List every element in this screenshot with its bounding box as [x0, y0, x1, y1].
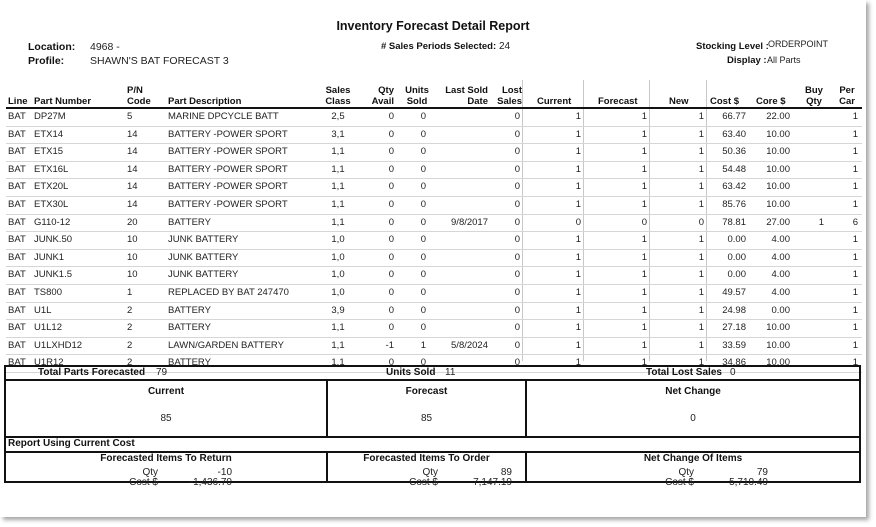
- cell-core: 4.00: [771, 251, 790, 263]
- cell-pn-code: 10: [127, 234, 138, 246]
- table-row: [6, 338, 862, 356]
- cell-per-car: 6: [852, 216, 858, 228]
- cell-forecast: 1: [641, 111, 647, 122]
- cell-lost-sales: 0: [514, 322, 520, 334]
- cell-sales-class: 1,0: [331, 269, 345, 281]
- cell-per-car: 1: [852, 198, 858, 210]
- cell-qty-avail: 0: [388, 357, 394, 369]
- cell-core: 4.00: [771, 286, 790, 298]
- cell-current: 1: [575, 146, 581, 158]
- cell-pn-code: 5: [127, 111, 133, 122]
- cell-core: 10.00: [766, 163, 790, 175]
- cell-sales-class: 1,1: [331, 322, 345, 334]
- cell-cost: 78.81: [722, 216, 746, 228]
- cell-part-description: BATTERY: [168, 322, 211, 334]
- cell-line: BAT: [8, 304, 26, 316]
- cell-new: 1: [698, 339, 704, 351]
- cell-qty-avail: 0: [388, 181, 394, 193]
- cell-part-description: BATTERY -POWER SPORT: [168, 181, 288, 193]
- cell-current: 1: [575, 304, 581, 316]
- cell-forecast: 1: [641, 322, 647, 334]
- cell-line: BAT: [8, 163, 26, 175]
- cell-part-number: U1R12: [34, 357, 64, 369]
- col-units-sold-2: Sold: [406, 96, 428, 107]
- cell-last-sold: 5/8/2024: [451, 339, 488, 351]
- cell-new: 1: [698, 304, 704, 316]
- forecast-label: Forecast: [405, 386, 448, 397]
- cell-new: 0: [698, 216, 704, 228]
- cell-part-description: BATTERY: [168, 357, 211, 369]
- cell-line: BAT: [8, 181, 26, 193]
- cell-units-sold: 0: [420, 357, 426, 369]
- cell-units-sold: 0: [420, 128, 426, 140]
- table-row: [6, 127, 862, 145]
- col-cost: Cost $: [710, 96, 740, 107]
- cell-forecast: 1: [641, 198, 647, 210]
- net-items-label: Net Change Of Items: [643, 453, 743, 464]
- cell-cost: 54.48: [722, 163, 746, 175]
- cell-lost-sales: 0: [514, 111, 520, 122]
- cell-part-number: ETX14: [34, 128, 64, 140]
- cell-core: 4.00: [771, 269, 790, 281]
- cell-new: 1: [698, 163, 704, 175]
- cell-current: 1: [575, 322, 581, 334]
- col-units-sold-1: Units: [405, 85, 429, 96]
- cell-part-number: JUNK.50: [34, 234, 73, 246]
- cell-lost-sales: 0: [514, 251, 520, 263]
- col-qty-avail-2: Avail: [371, 96, 394, 107]
- cell-cost: 33.59: [722, 339, 746, 351]
- cell-units-sold: 0: [420, 269, 426, 281]
- cell-per-car: 1: [852, 269, 858, 281]
- cell-part-description: JUNK BATTERY: [168, 269, 239, 281]
- units-sold-label: Units Sold: [386, 367, 436, 378]
- col-part-number: Part Number: [34, 96, 92, 107]
- cell-new: 1: [698, 111, 704, 122]
- cell-part-number: ETX20L: [34, 181, 69, 193]
- cell-core: 10.00: [766, 181, 790, 193]
- cell-part-description: JUNK BATTERY: [168, 234, 239, 246]
- cell-new: 1: [698, 357, 704, 369]
- total-parts-value: 79: [156, 367, 168, 378]
- cell-new: 1: [698, 286, 704, 298]
- cell-core: 10.00: [766, 339, 790, 351]
- cell-sales-class: 1,1: [331, 198, 345, 210]
- cell-part-number: JUNK1.5: [34, 269, 73, 281]
- col-last-sold-1: Last Sold: [445, 85, 488, 96]
- cell-part-number: G110-12: [34, 216, 71, 228]
- order-cost-value: 7,147.19: [473, 477, 512, 488]
- sales-periods-label: # Sales Periods Selected:: [381, 41, 497, 52]
- order-label: Forecasted Items To Order: [363, 453, 490, 464]
- cell-cost: 50.36: [722, 146, 746, 158]
- cell-per-car: 1: [852, 111, 858, 122]
- cell-units-sold: 0: [420, 198, 426, 210]
- cell-part-number: U1LXHD12: [34, 339, 83, 351]
- col-last-sold-2: Date: [467, 96, 488, 107]
- cell-qty-avail: 0: [388, 128, 394, 140]
- cell-part-description: REPLACED BY BAT 247470: [168, 286, 289, 298]
- cell-forecast: 1: [641, 304, 647, 316]
- cell-sales-class: 3,9: [331, 304, 345, 316]
- cell-cost: 63.40: [722, 128, 746, 140]
- cell-new: 1: [698, 198, 704, 210]
- cell-pn-code: 14: [127, 181, 138, 193]
- cell-part-number: JUNK1: [34, 251, 65, 263]
- cell-qty-avail: 0: [388, 216, 394, 228]
- cell-sales-class: 1,0: [331, 234, 345, 246]
- cell-part-number: DP27M: [34, 111, 66, 122]
- cell-sales-class: 1,1: [331, 146, 345, 158]
- cell-cost: 0.00: [727, 234, 746, 246]
- cell-lost-sales: 0: [514, 339, 520, 351]
- cell-cost: 49.57: [722, 286, 746, 298]
- cell-per-car: 1: [852, 146, 858, 158]
- cell-pn-code: 10: [127, 269, 138, 281]
- net-items-qty-value: 79: [756, 467, 768, 478]
- cell-lost-sales: 0: [514, 234, 520, 246]
- table-row: [6, 232, 862, 250]
- cell-cost: 85.76: [722, 198, 746, 210]
- cell-lost-sales: 0: [514, 304, 520, 316]
- cell-line: BAT: [8, 286, 26, 298]
- return-qty-label: Qty: [142, 467, 158, 478]
- cell-qty-avail: 0: [388, 322, 394, 334]
- cell-per-car: 1: [852, 128, 858, 140]
- cell-units-sold: 0: [420, 304, 426, 316]
- current-label: Current: [147, 386, 185, 397]
- cell-current: 1: [575, 251, 581, 263]
- cell-forecast: 1: [641, 339, 647, 351]
- net-change-value: 0: [690, 413, 696, 424]
- cell-part-description: BATTERY -POWER SPORT: [168, 128, 288, 140]
- cell-pn-code: 2: [127, 339, 133, 351]
- cell-core: 10.00: [766, 322, 790, 334]
- cell-lost-sales: 0: [514, 163, 520, 175]
- return-cost-value: -1,436.70: [189, 477, 232, 488]
- cell-pn-code: 14: [127, 198, 138, 210]
- cell-part-number: ETX16L: [34, 163, 69, 175]
- cell-cost: 63.42: [722, 181, 746, 193]
- cell-forecast: 1: [641, 146, 647, 158]
- cell-pn-code: 1: [127, 286, 133, 298]
- cell-core: 10.00: [766, 357, 790, 369]
- cell-line: BAT: [8, 216, 26, 228]
- units-sold-value: 11: [445, 367, 456, 378]
- cell-forecast: 1: [641, 357, 647, 369]
- cell-lost-sales: 0: [514, 181, 520, 193]
- profile-value: SHAWN'S BAT FORECAST 3: [90, 55, 229, 67]
- net-items-qty-label: Qty: [678, 467, 694, 478]
- sales-periods-value: 24: [499, 41, 511, 52]
- cell-new: 1: [698, 269, 704, 281]
- cell-part-number: TS800: [34, 286, 62, 298]
- cell-lost-sales: 0: [514, 357, 520, 369]
- col-per-car-1: Per: [839, 85, 855, 96]
- cell-new: 1: [698, 251, 704, 263]
- cell-units-sold: 0: [420, 234, 426, 246]
- cell-per-car: 1: [852, 234, 858, 246]
- order-qty-value: 89: [500, 467, 512, 478]
- cell-buy-qty: 1: [818, 216, 824, 228]
- table-row: [6, 250, 862, 268]
- cell-units-sold: 0: [420, 322, 426, 334]
- table-row: [6, 320, 862, 338]
- cell-per-car: 1: [852, 163, 858, 175]
- cell-pn-code: 2: [127, 304, 133, 316]
- summary-divider: [6, 379, 859, 381]
- cell-forecast: 1: [641, 251, 647, 263]
- cell-sales-class: 1,1: [331, 216, 345, 228]
- cell-per-car: 1: [852, 251, 858, 263]
- cell-cost: 66.77: [722, 111, 746, 122]
- cell-part-description: BATTERY -POWER SPORT: [168, 163, 288, 175]
- cell-current: 1: [575, 111, 581, 122]
- cell-part-number: U1L12: [34, 322, 62, 334]
- cell-part-description: BATTERY -POWER SPORT: [168, 146, 288, 158]
- cell-current: 1: [575, 181, 581, 193]
- current-value: 85: [160, 413, 172, 424]
- cell-current: 1: [575, 269, 581, 281]
- table-row: [6, 197, 862, 215]
- cell-sales-class: 1,0: [331, 251, 345, 263]
- cell-units-sold: 0: [420, 286, 426, 298]
- cell-current: 1: [575, 198, 581, 210]
- cell-core: 4.00: [771, 234, 790, 246]
- cell-lost-sales: 0: [514, 216, 520, 228]
- cell-forecast: 1: [641, 234, 647, 246]
- cell-current: 1: [575, 163, 581, 175]
- cell-line: BAT: [8, 234, 26, 246]
- cell-pn-code: 2: [127, 322, 133, 334]
- cell-current: 1: [575, 234, 581, 246]
- cell-forecast: 1: [641, 128, 647, 140]
- cell-new: 1: [698, 234, 704, 246]
- cell-lost-sales: 0: [514, 198, 520, 210]
- cell-sales-class: 1,1: [331, 357, 345, 369]
- net-change-label: Net Change: [665, 386, 721, 397]
- cell-units-sold: 1: [420, 339, 426, 351]
- cell-pn-code: 10: [127, 251, 138, 263]
- cell-units-sold: 0: [420, 181, 426, 193]
- cell-line: BAT: [8, 322, 26, 334]
- cell-lost-sales: 0: [514, 128, 520, 140]
- order-qty-label: Qty: [422, 467, 438, 478]
- table-row: [6, 267, 862, 285]
- cell-line: BAT: [8, 198, 26, 210]
- cell-qty-avail: 0: [388, 251, 394, 263]
- cell-part-description: BATTERY: [168, 216, 211, 228]
- table-row: [6, 144, 862, 162]
- order-cost-label: Cost $: [409, 477, 438, 488]
- cell-core: 10.00: [766, 128, 790, 140]
- cell-pn-code: 20: [127, 216, 138, 228]
- cell-sales-class: 3,1: [331, 128, 345, 140]
- total-lost-value: 0: [730, 367, 736, 378]
- cell-core: 0.00: [771, 304, 790, 316]
- location-label: Location:: [28, 41, 76, 53]
- cell-line: BAT: [8, 357, 26, 369]
- col-buy-qty-2: Qty: [806, 96, 822, 107]
- cell-forecast: 1: [641, 269, 647, 281]
- col-sales-class-1: Sales: [325, 85, 351, 96]
- cell-part-number: ETX30L: [34, 198, 69, 210]
- cell-forecast: 0: [641, 216, 647, 228]
- cell-sales-class: 2,5: [331, 111, 345, 122]
- cell-new: 1: [698, 128, 704, 140]
- cell-core: 10.00: [766, 198, 790, 210]
- cell-qty-avail: 0: [388, 146, 394, 158]
- stocking-level-value: ORDERPOINT: [768, 39, 829, 49]
- col-buy-qty-1: Buy: [805, 85, 823, 96]
- cell-current: 1: [575, 286, 581, 298]
- cell-qty-avail: 0: [388, 286, 394, 298]
- cell-qty-avail: 0: [388, 269, 394, 281]
- cell-per-car: 1: [852, 322, 858, 334]
- cell-cost: 34.86: [722, 357, 746, 369]
- cell-cost: 0.00: [727, 251, 746, 263]
- total-parts-label: Total Parts Forecasted: [38, 367, 146, 378]
- cell-pn-code: 14: [127, 128, 138, 140]
- table-row: [6, 162, 862, 180]
- cell-pn-code: 2: [127, 357, 133, 369]
- cell-current: 1: [575, 339, 581, 351]
- cell-per-car: 1: [852, 357, 858, 369]
- cell-qty-avail: -1: [385, 339, 394, 351]
- cell-units-sold: 0: [420, 251, 426, 263]
- cell-current: 1: [575, 128, 581, 140]
- cell-line: BAT: [8, 251, 26, 263]
- cell-per-car: 1: [852, 181, 858, 193]
- cell-per-car: 1: [852, 286, 858, 298]
- cell-per-car: 1: [852, 339, 858, 351]
- cell-units-sold: 0: [420, 111, 426, 122]
- cell-core: 27.00: [766, 216, 790, 228]
- table-row: [6, 303, 862, 321]
- cell-qty-avail: 0: [388, 198, 394, 210]
- col-current: Current: [537, 96, 572, 107]
- cell-line: BAT: [8, 128, 26, 140]
- profile-label: Profile:: [28, 55, 65, 67]
- cell-qty-avail: 0: [388, 111, 394, 122]
- cell-line: BAT: [8, 339, 26, 351]
- cell-line: BAT: [8, 111, 26, 122]
- col-per-car-2: Car: [839, 96, 855, 107]
- cell-line: BAT: [8, 146, 26, 158]
- cell-part-description: JUNK BATTERY: [168, 251, 239, 263]
- cell-cost: 0.00: [727, 269, 746, 281]
- summary-box: [4, 365, 861, 488]
- cell-current: 1: [575, 357, 581, 369]
- display-value: All Parts: [767, 55, 801, 65]
- cell-forecast: 1: [641, 163, 647, 175]
- col-core: Core $: [756, 96, 786, 107]
- cell-sales-class: 1,0: [331, 286, 345, 298]
- report-cost-label: Report Using Current Cost: [8, 438, 135, 449]
- cell-lost-sales: 0: [514, 269, 520, 281]
- table-row: [6, 285, 862, 303]
- net-items-cost-value: 5,710.49: [729, 477, 768, 488]
- cell-sales-class: 1,1: [331, 181, 345, 193]
- cell-units-sold: 0: [420, 216, 426, 228]
- total-lost-label: Total Lost Sales: [646, 367, 722, 378]
- table-row: [6, 179, 862, 197]
- col-qty-avail-1: Qty: [378, 85, 394, 96]
- col-lost-sales-1: Lost: [501, 85, 522, 96]
- cell-last-sold: 9/8/2017: [451, 216, 488, 228]
- cell-core: 22.00: [766, 111, 790, 122]
- cell-pn-code: 14: [127, 163, 138, 175]
- cell-new: 1: [698, 322, 704, 334]
- col-part-description: Part Description: [168, 96, 242, 107]
- location-value: 4968 -: [90, 41, 120, 53]
- cell-current: 0: [575, 216, 581, 228]
- col-new: New: [669, 96, 689, 107]
- cell-qty-avail: 0: [388, 163, 394, 175]
- cell-new: 1: [698, 146, 704, 158]
- cell-units-sold: 0: [420, 163, 426, 175]
- cell-cost: 27.18: [722, 322, 746, 334]
- cell-core: 10.00: [766, 146, 790, 158]
- cell-sales-class: 1,1: [331, 339, 345, 351]
- col-line: Line: [8, 96, 28, 107]
- report-title: Inventory Forecast Detail Report: [336, 19, 530, 33]
- col-sales-class-2: Class: [325, 96, 351, 107]
- col-forecast: Forecast: [598, 96, 638, 107]
- cell-forecast: 1: [641, 286, 647, 298]
- cell-pn-code: 14: [127, 146, 138, 158]
- table-body: [6, 109, 862, 373]
- cell-part-number: ETX15: [34, 146, 64, 158]
- cell-part-description: LAWN/GARDEN BATTERY: [168, 339, 284, 351]
- cell-per-car: 1: [852, 304, 858, 316]
- cell-units-sold: 0: [420, 146, 426, 158]
- cell-cost: 24.98: [722, 304, 746, 316]
- cell-qty-avail: 0: [388, 304, 394, 316]
- cell-lost-sales: 0: [514, 146, 520, 158]
- col-pn-code-1: P/N: [127, 85, 143, 96]
- cell-part-description: MARINE DPCYCLE BATT: [168, 111, 279, 122]
- table-row: [6, 109, 862, 127]
- stocking-level-label: Stocking Level :: [696, 41, 769, 52]
- col-pn-code-2: Code: [127, 96, 151, 107]
- col-lost-sales-2: Sales: [497, 96, 522, 107]
- cell-part-description: BATTERY -POWER SPORT: [168, 198, 288, 210]
- cell-part-number: U1L: [34, 304, 52, 316]
- return-qty-value: -10: [217, 467, 232, 478]
- net-items-cost-label: Cost $: [665, 477, 694, 488]
- return-cost-label: Cost $: [129, 477, 158, 488]
- cell-lost-sales: 0: [514, 286, 520, 298]
- forecast-value: 85: [420, 413, 433, 424]
- display-label: Display :: [727, 55, 767, 66]
- cell-sales-class: 1,1: [331, 163, 345, 175]
- table-row: [6, 215, 862, 233]
- cell-part-description: BATTERY: [168, 304, 211, 316]
- cell-line: BAT: [8, 269, 26, 281]
- cell-new: 1: [698, 181, 704, 193]
- cell-qty-avail: 0: [388, 234, 394, 246]
- return-label: Forecasted Items To Return: [100, 453, 232, 464]
- cell-forecast: 1: [641, 181, 647, 193]
